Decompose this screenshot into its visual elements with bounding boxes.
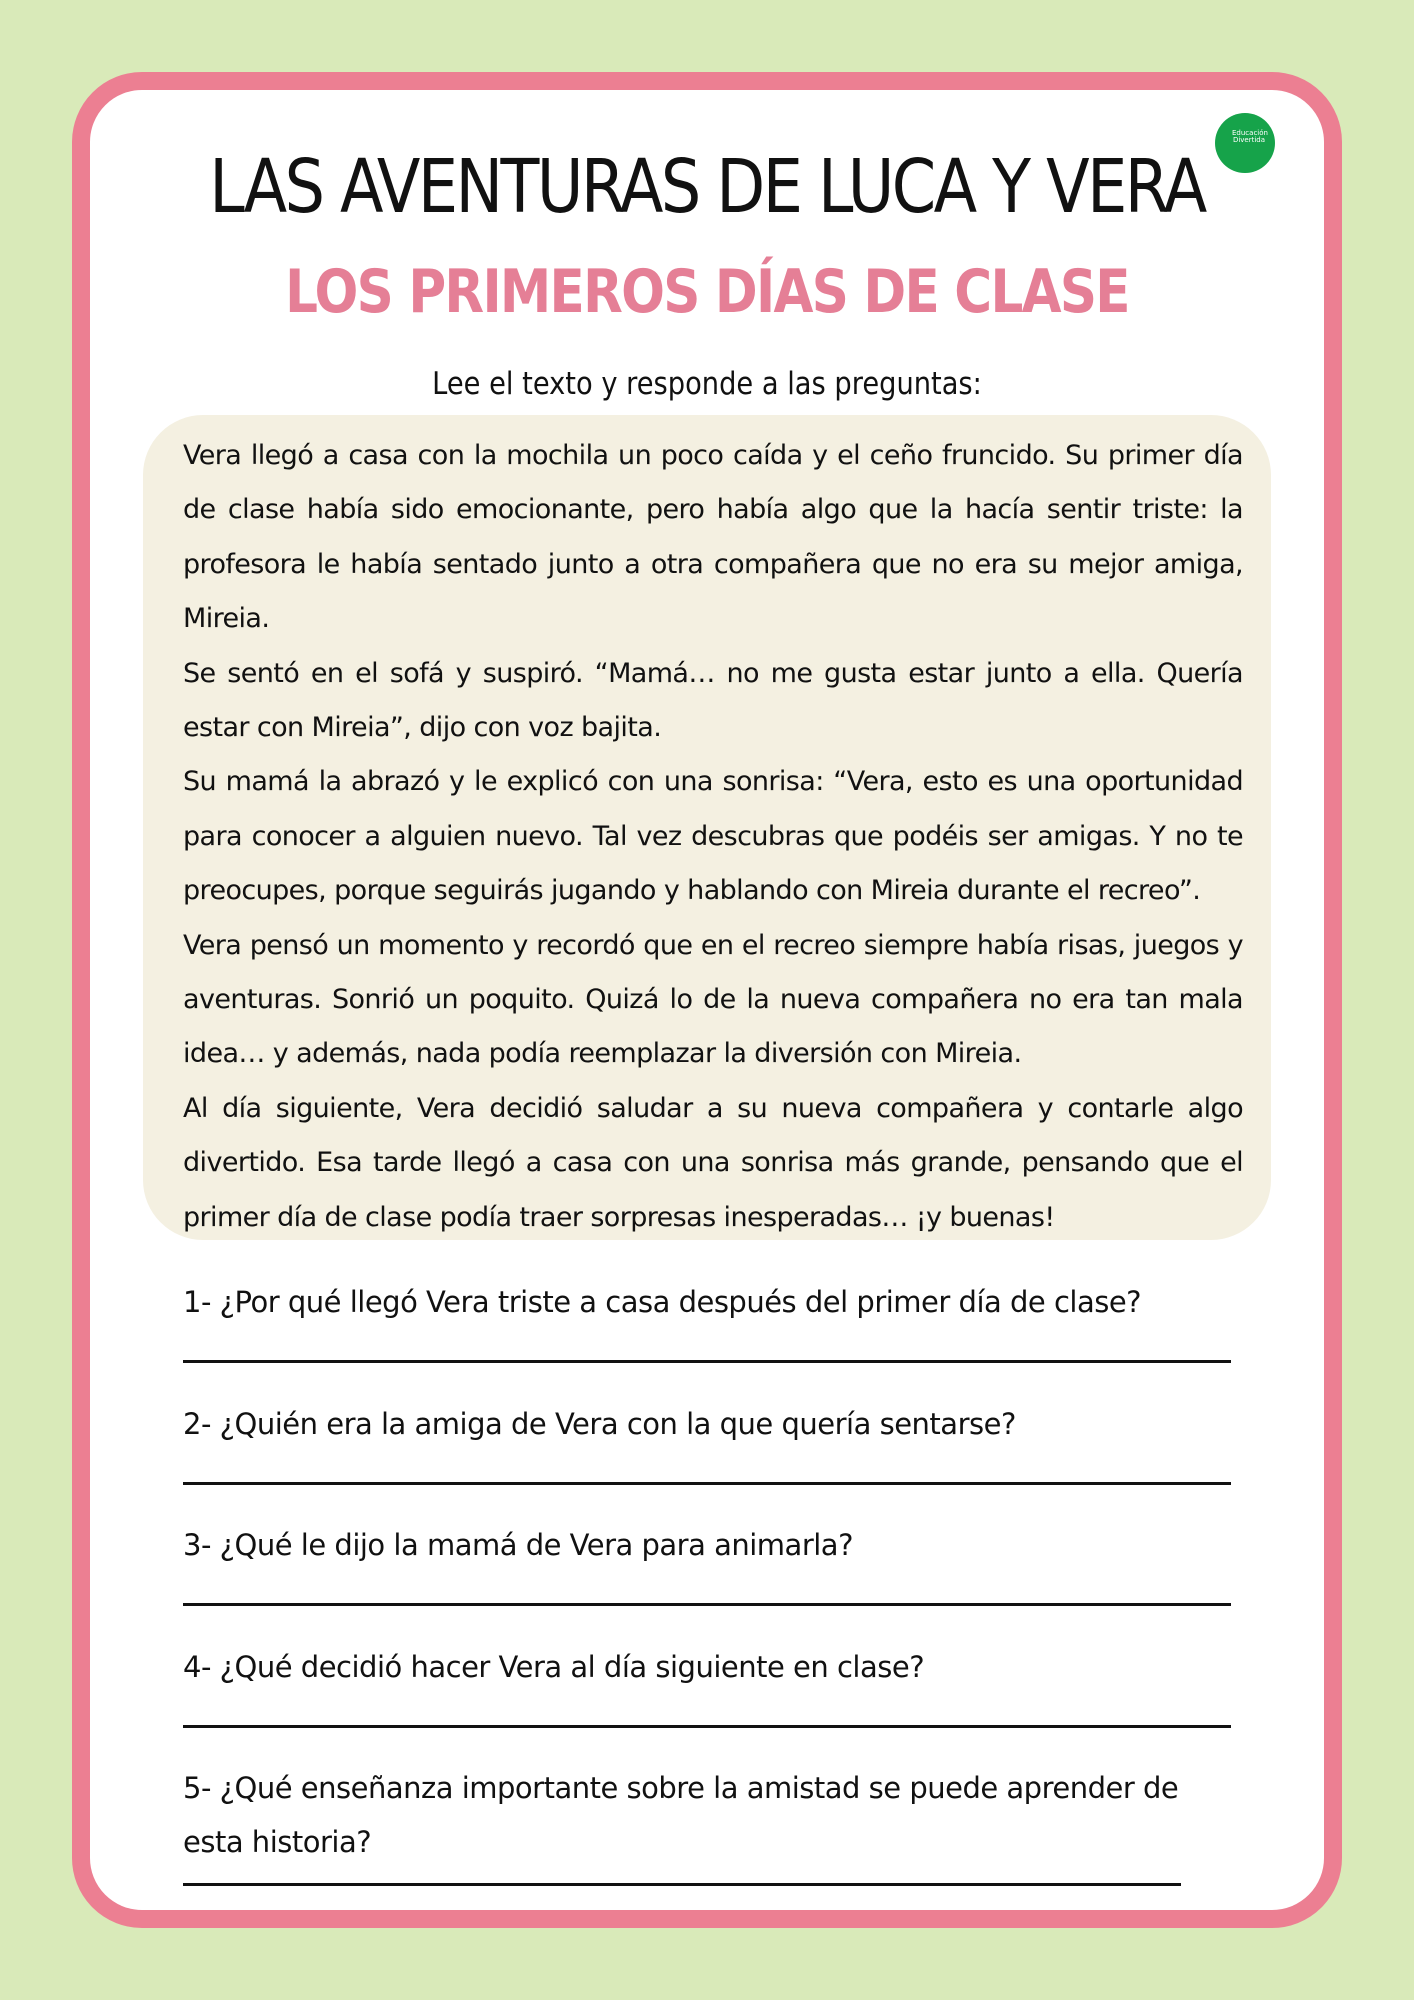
logo-text: Educación Divertida: [1232, 129, 1268, 144]
answer-line[interactable]: [183, 1725, 1231, 1728]
story-paragraph: Vera llegó a casa con la mochila un poco caída y el ceño fruncido. Su primer día de clase había sido emocionante, pero había algo que la hacía sentir triste: la profesora le había sentado junto a otra compañera que no era su mejor amiga, Mireia.: [183, 440, 1243, 635]
questions-list: [183, 1275, 1233, 1883]
answer-line[interactable]: [183, 1603, 1231, 1606]
question-item: [183, 1518, 1233, 1640]
question-item: [183, 1397, 1233, 1519]
page-title: LAS AVENTURAS DE LUCA Y VERA: [209, 144, 1205, 230]
question-item: [183, 1275, 1233, 1397]
story-paragraph: Vera pensó un momento y recordó que en el recreo siempre había risas, juegos y aventuras. Sonrió un poquito. Quizá lo de la nueva compañera no era tan mala idea… y además, nada podía reemplazar la diversión con Mireia.: [183, 929, 1243, 1070]
question-text: 5- ¿Qué enseñanza importante sobre la amistad se puede aprender de esta historia?: [183, 1771, 1179, 1859]
instructions-text: Lee el texto y responde a las preguntas:: [432, 366, 982, 402]
answer-line[interactable]: [183, 1883, 1181, 1886]
story-paragraph: Al día siguiente, Vera decidió saludar a su nueva compañera y contarle algo divertido. Esa tarde llegó a casa con una sonrisa más grande, pensando que el primer día de clase podía traer sorpresas inesperadas… ¡y buenas!: [183, 1092, 1243, 1233]
question-text: 3- ¿Qué le dijo la mamá de Vera para animarla?: [183, 1528, 853, 1562]
story-paragraph: Su mamá la abrazó y le explicó con una sonrisa: “Vera, esto es una oportunidad para conocer a alguien nuevo. Tal vez descubras que podéis ser amigas. Y no te preocupes, porque seguirás jugando y hablando con Mireia durante el recreo”.: [183, 766, 1243, 907]
story-paragraph: Se sentó en el sofá y suspiró. “Mamá… no me gusta estar junto a ella. Quería estar con Mireia”, dijo con voz bajita.: [183, 657, 1243, 744]
story-box: [143, 415, 1271, 1240]
question-item: [183, 1761, 1233, 1883]
page-subtitle: LOS PRIMEROS DÍAS DE CLASE: [285, 257, 1129, 327]
question-item: [183, 1640, 1233, 1762]
answer-line[interactable]: [183, 1360, 1231, 1363]
question-text: 4- ¿Qué decidió hacer Vera al día siguiente en clase?: [183, 1649, 925, 1684]
question-text: 1- ¿Por qué llegó Vera triste a casa después del primer día de clase?: [183, 1285, 1142, 1319]
answer-line[interactable]: [183, 1482, 1231, 1485]
question-text: 2- ¿Quién era la amiga de Vera con la que quería sentarse?: [183, 1406, 1016, 1441]
